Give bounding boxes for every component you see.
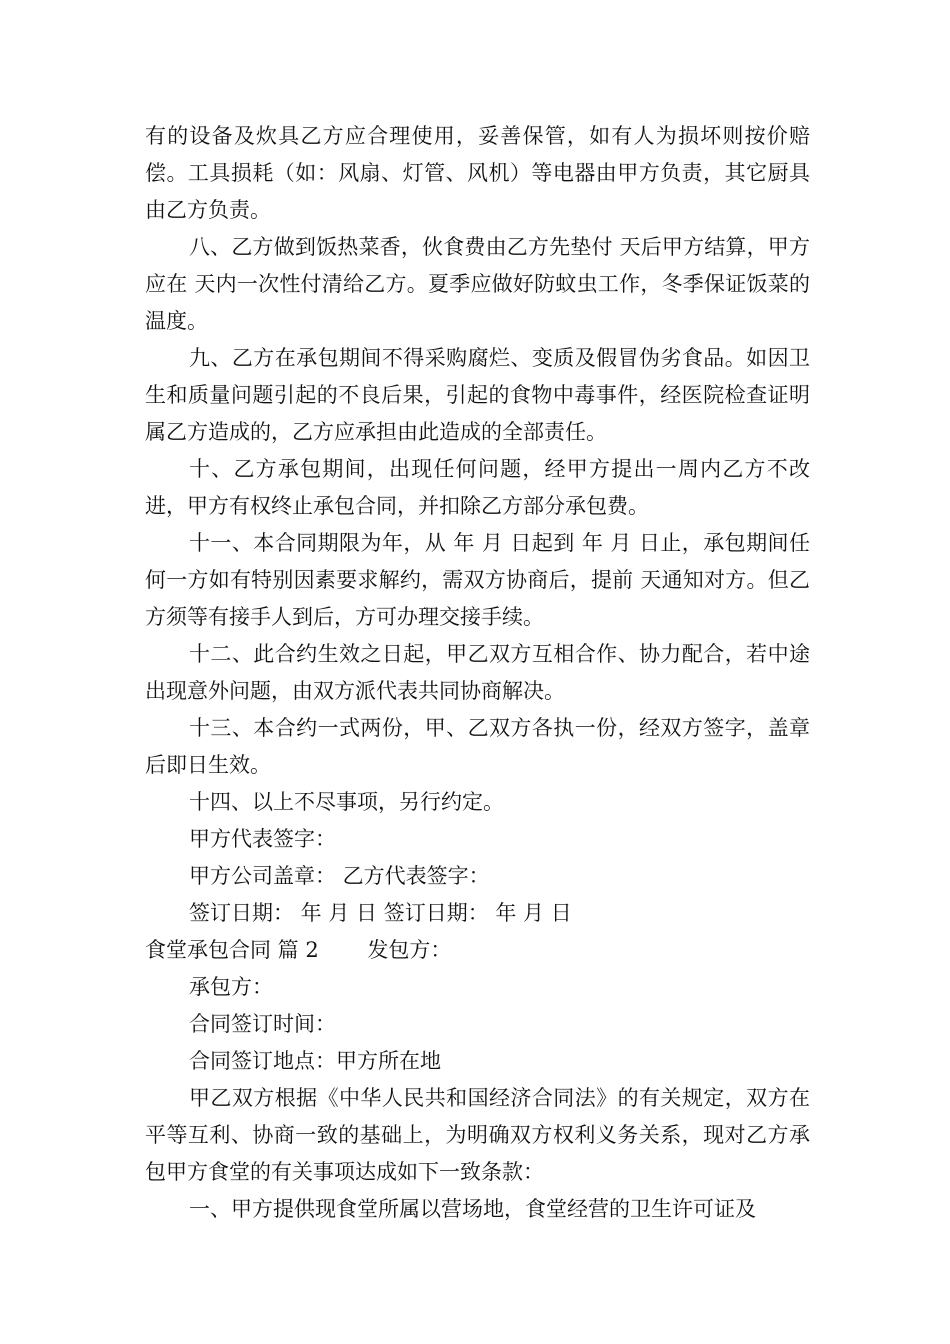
clause-8: 八、乙方做到饭热菜香，伙食费由乙方先垫付 天后甲方结算，甲方应在 天内一次性付清给乙方。夏季应做好防蚊虫工作，冬季保证饭菜的温度。	[145, 235, 810, 333]
clause-10: 十、乙方承包期间，出现任何问题，经甲方提出一周内乙方不改进，甲方有权终止承包合同，并扣除乙方部分承包费。	[145, 457, 810, 518]
clause-11: 十一、本合同期限为年，从 年 月 日起到 年 月 日止，承包期间任何一方如有特别因素要求解约，需双方协商后，提前 天通知对方。但乙方须等有接手人到后，方可办理交接手续。	[145, 531, 810, 629]
signing-place-line: 合同签订地点：甲方所在地	[189, 1049, 441, 1073]
party-a-seal-party-b-signature: 甲方公司盖章： 乙方代表签字：	[189, 864, 490, 888]
clause-9: 九、乙方在承包期间不得采购腐烂、变质及假冒伪劣食品。如因卫生和质量问题引起的不良后果，引起的食物中毒事件，经医院检查证明属乙方造成的，乙方应承担由此造成的全部责任。	[145, 346, 810, 444]
clause-12: 十二、此合约生效之日起，甲乙双方互相合作、协力配合，若中途出现意外问题，由双方派代表共同协商解决。	[145, 642, 810, 703]
contractor-line: 承包方：	[189, 975, 273, 999]
preamble-paragraph: 甲乙双方根据《中华人民共和国经济合同法》的有关规定，双方在平等互利、协商一致的基础上，为明确双方权利义务关系，现对乙方承包甲方食堂的有关事项达成如下一致条款：	[145, 1086, 810, 1184]
clause-13: 十三、本合约一式两份，甲、乙双方各执一份，经双方签字，盖章后即日生效。	[145, 716, 810, 777]
document-body	[145, 118, 810, 1228]
clause-14: 十四、以上不尽事项，另行约定。	[189, 790, 504, 814]
party-a-signature: 甲方代表签字：	[189, 827, 336, 851]
signing-dates: 签订日期： 年 月 日 签订日期： 年 月 日	[189, 901, 572, 925]
signing-time-line: 合同签订时间：	[189, 1012, 336, 1036]
clause-1-start: 一、甲方提供现食堂所属以营场地，食堂经营的卫生许可证及	[189, 1197, 756, 1221]
contract-2-heading: 食堂承包合同 篇 2 发包方：	[145, 938, 452, 962]
paragraph-equipment-care: 有的设备及炊具乙方应合理使用，妥善保管，如有人为损坏则按价赔偿。工具损耗（如：风扇、灯管、风机）等电器由甲方负责，其它厨具由乙方负责。	[145, 124, 810, 222]
